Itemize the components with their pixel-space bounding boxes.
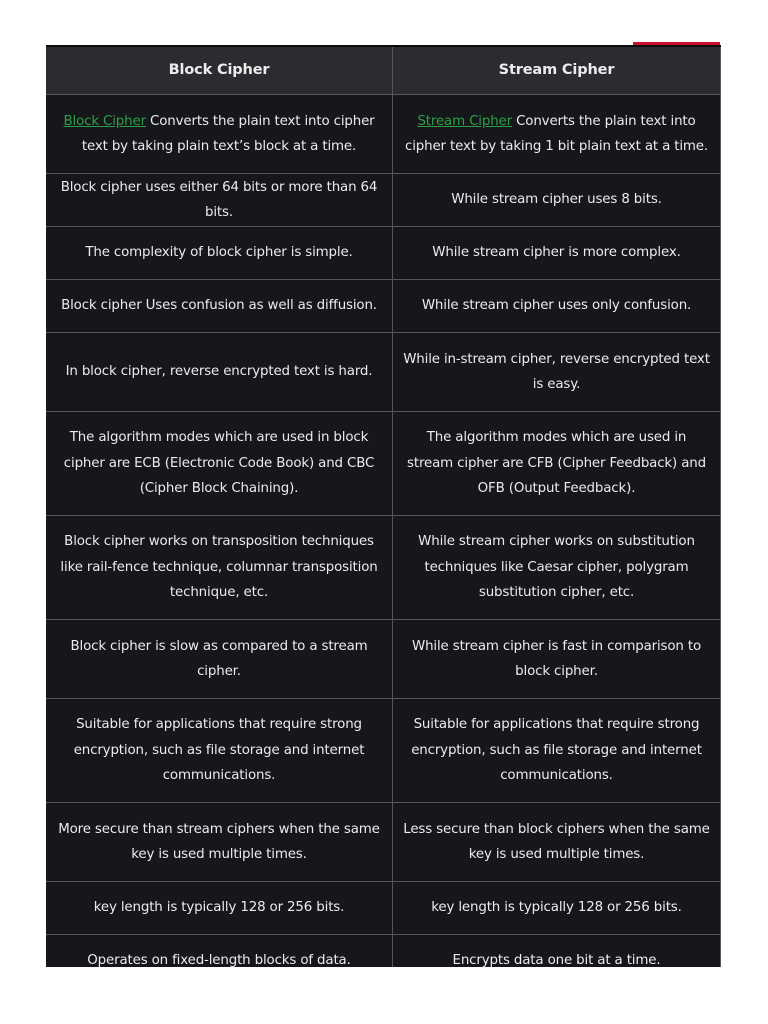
table-row bbox=[46, 882, 721, 935]
table-cell-stream: While stream cipher works on substitution techniques like Caesar cipher, polygram substitution cipher, etc. bbox=[393, 516, 721, 620]
table-cell-stream: While stream cipher is fast in comparison to block cipher. bbox=[393, 620, 721, 699]
table-row bbox=[46, 95, 721, 174]
table-row bbox=[46, 280, 721, 333]
table-cell-block: Block cipher is slow as compared to a stream cipher. bbox=[46, 620, 393, 699]
table-cell-stream bbox=[393, 95, 721, 174]
table-cell-stream: While stream cipher uses 8 bits. bbox=[393, 174, 721, 227]
cell-text: Converts the plain text into cipher text by taking 1 bit plain text at a time. bbox=[404, 113, 709, 154]
table-row bbox=[46, 174, 721, 227]
table-header-row bbox=[46, 47, 721, 95]
table-cell-block: Block cipher uses either 64 bits or more than 64 bits. bbox=[46, 174, 393, 227]
header-block-cipher: Block Cipher bbox=[46, 47, 393, 95]
table-cell-block: The complexity of block cipher is simple. bbox=[46, 227, 393, 280]
table-row bbox=[46, 516, 721, 620]
table-cell-stream: While stream cipher uses only confusion. bbox=[393, 280, 721, 333]
comparison-table bbox=[46, 47, 721, 967]
table-cell-block: The algorithm modes which are used in block cipher are ECB (Electronic Code Book) and CBC (Cipher Block Chaining). bbox=[46, 412, 393, 516]
table-cell-block bbox=[46, 95, 393, 174]
table-row bbox=[46, 803, 721, 882]
comparison-table-container bbox=[46, 45, 721, 967]
table-cell-block: Block cipher Uses confusion as well as diffusion. bbox=[46, 280, 393, 333]
table-row bbox=[46, 412, 721, 516]
table-cell-stream: While in-stream cipher, reverse encrypted text is easy. bbox=[393, 333, 721, 412]
block-cipher-link[interactable]: Block Cipher bbox=[63, 113, 146, 129]
table-cell-stream: key length is typically 128 or 256 bits. bbox=[393, 882, 721, 935]
cell-text: Converts the plain text into cipher text by taking plain text’s block at a time. bbox=[81, 113, 375, 154]
table-cell-stream: While stream cipher is more complex. bbox=[393, 227, 721, 280]
table-row bbox=[46, 699, 721, 803]
table-cell-block: Operates on fixed-length blocks of data. bbox=[46, 935, 393, 968]
table-cell-stream: Less secure than block ciphers when the same key is used multiple times. bbox=[393, 803, 721, 882]
table-cell-block: Suitable for applications that require strong encryption, such as file storage and internet communications. bbox=[46, 699, 393, 803]
table-cell-block: More secure than stream ciphers when the same key is used multiple times. bbox=[46, 803, 393, 882]
header-stream-cipher: Stream Cipher bbox=[393, 47, 721, 95]
table-row bbox=[46, 333, 721, 412]
table-cell-block: In block cipher, reverse encrypted text is hard. bbox=[46, 333, 393, 412]
table-row bbox=[46, 620, 721, 699]
table-row bbox=[46, 935, 721, 968]
table-cell-stream: Encrypts data one bit at a time. bbox=[393, 935, 721, 968]
table-cell-stream: Suitable for applications that require strong encryption, such as file storage and internet communications. bbox=[393, 699, 721, 803]
table-cell-block: Block cipher works on transposition techniques like rail-fence technique, columnar transposition technique, etc. bbox=[46, 516, 393, 620]
table-cell-block: key length is typically 128 or 256 bits. bbox=[46, 882, 393, 935]
table-row bbox=[46, 227, 721, 280]
table-cell-stream: The algorithm modes which are used in stream cipher are CFB (Cipher Feedback) and OFB (Output Feedback). bbox=[393, 412, 721, 516]
stream-cipher-link[interactable]: Stream Cipher bbox=[417, 113, 512, 129]
